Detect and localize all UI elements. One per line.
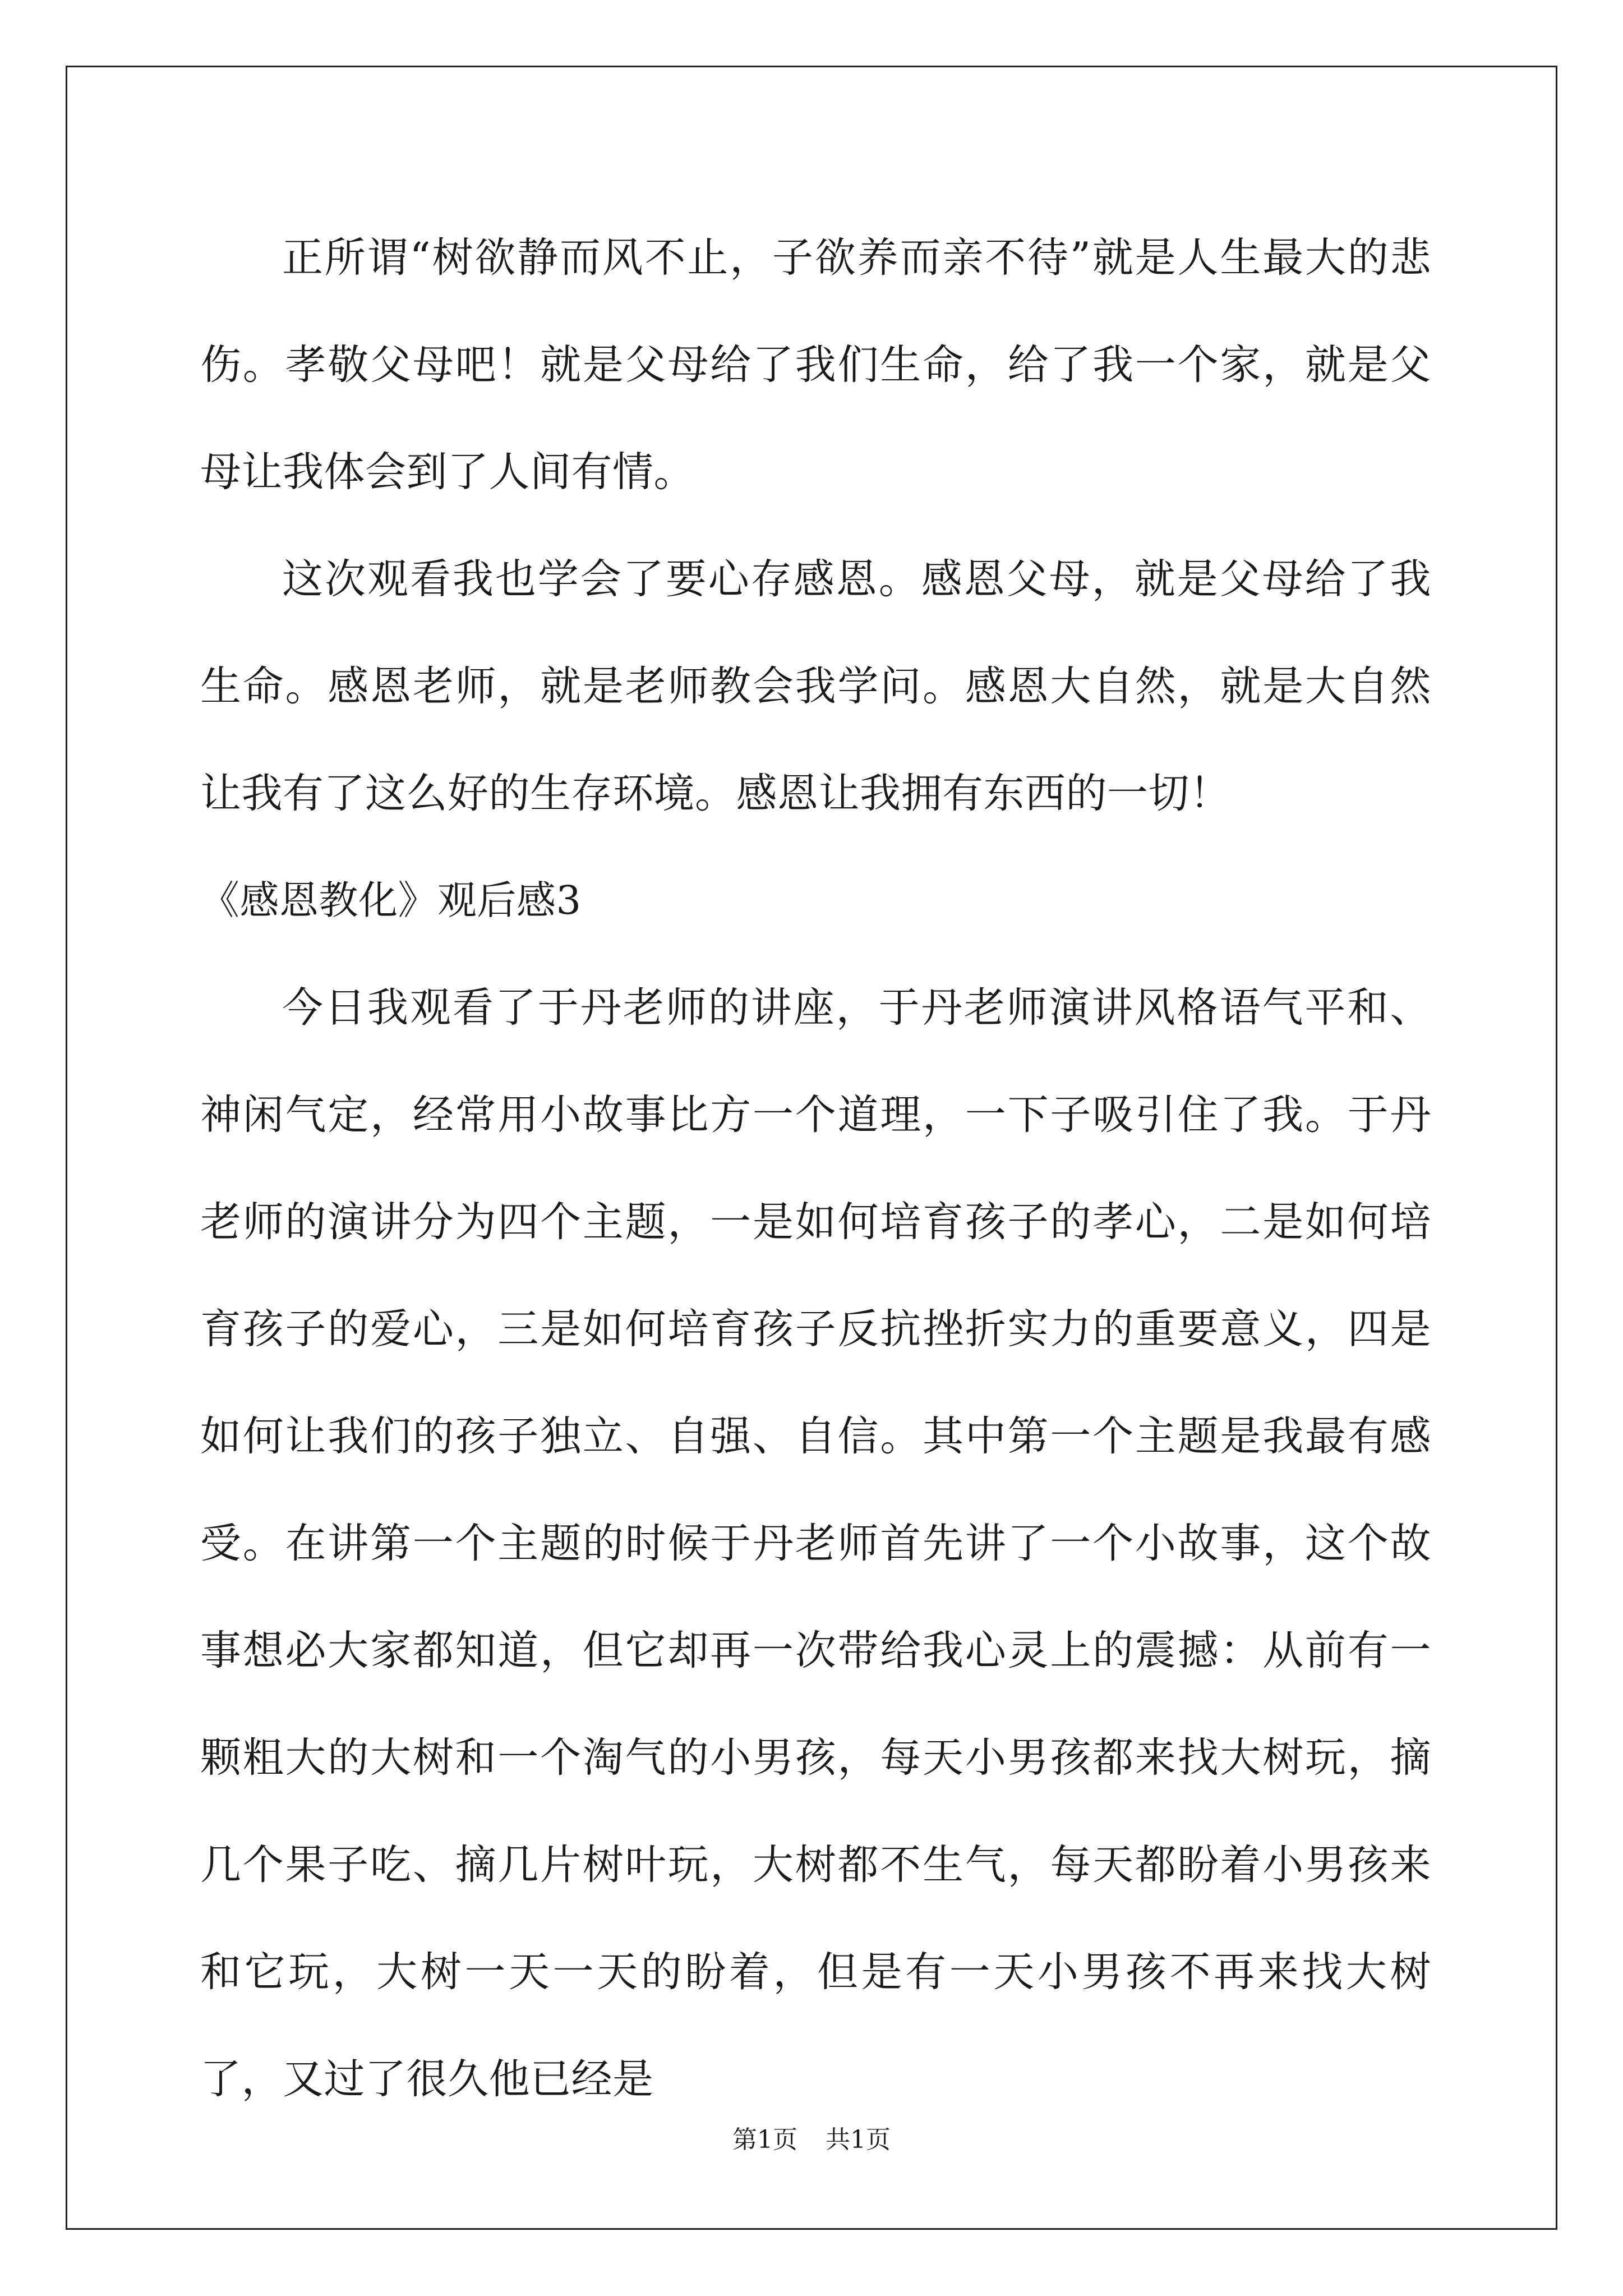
paragraph-3: 今日我观看了于丹老师的讲座，于丹老师演讲风格语气平和、神闲气定，经常用小故事比方一个道理，一下子吸引住了我。于丹老师的演讲分为四个主题，一是如何培育孩子的孝心，二是如何培育孩子的爱心，三是如何培育孩子反抗挫折实力的重要意义，四是如何让我们的孩子独立、自强、自信。其中第一个主题是我最有感受。在讲第一个主题的时候于丹老师首先讲了一个小故事，这个故事想必大家都知道，但它却再一次带给我心灵上的震撼：从前有一颗粗大的大树和一个淘气的小男孩，每天小男孩都来找大树玩，摘几个果子吃、摘几片树叶玩，大树都不生气，每天都盼着小男孩来和它玩，大树一天一天的盼着，但是有一天小男孩不再来找大树了，又过了很久他已经是 xyxy=(200,984,1431,2103)
paragraph-2: 这次观看我也学会了要心存感恩。感恩父母，就是父母给了我生命。感恩老师，就是老师教会我学问。感恩大自然，就是大自然让我有了这么好的生存环境。感恩让我拥有东西的一切！ xyxy=(200,555,1431,817)
document-body xyxy=(200,204,1431,2133)
paragraph-1: 正所谓“树欲静而风不止，子欲养而亲不待”就是人生最大的悲伤。孝敬父母吧！就是父母给了我们生命，给了我一个家，就是父母让我体会到了人间有情。 xyxy=(200,234,1431,496)
section-heading: 《感恩教化》观后感3 xyxy=(200,877,582,923)
page-number: 第1页 xyxy=(732,2125,797,2154)
page-total: 共1页 xyxy=(826,2125,891,2154)
page-footer xyxy=(0,2123,1623,2157)
